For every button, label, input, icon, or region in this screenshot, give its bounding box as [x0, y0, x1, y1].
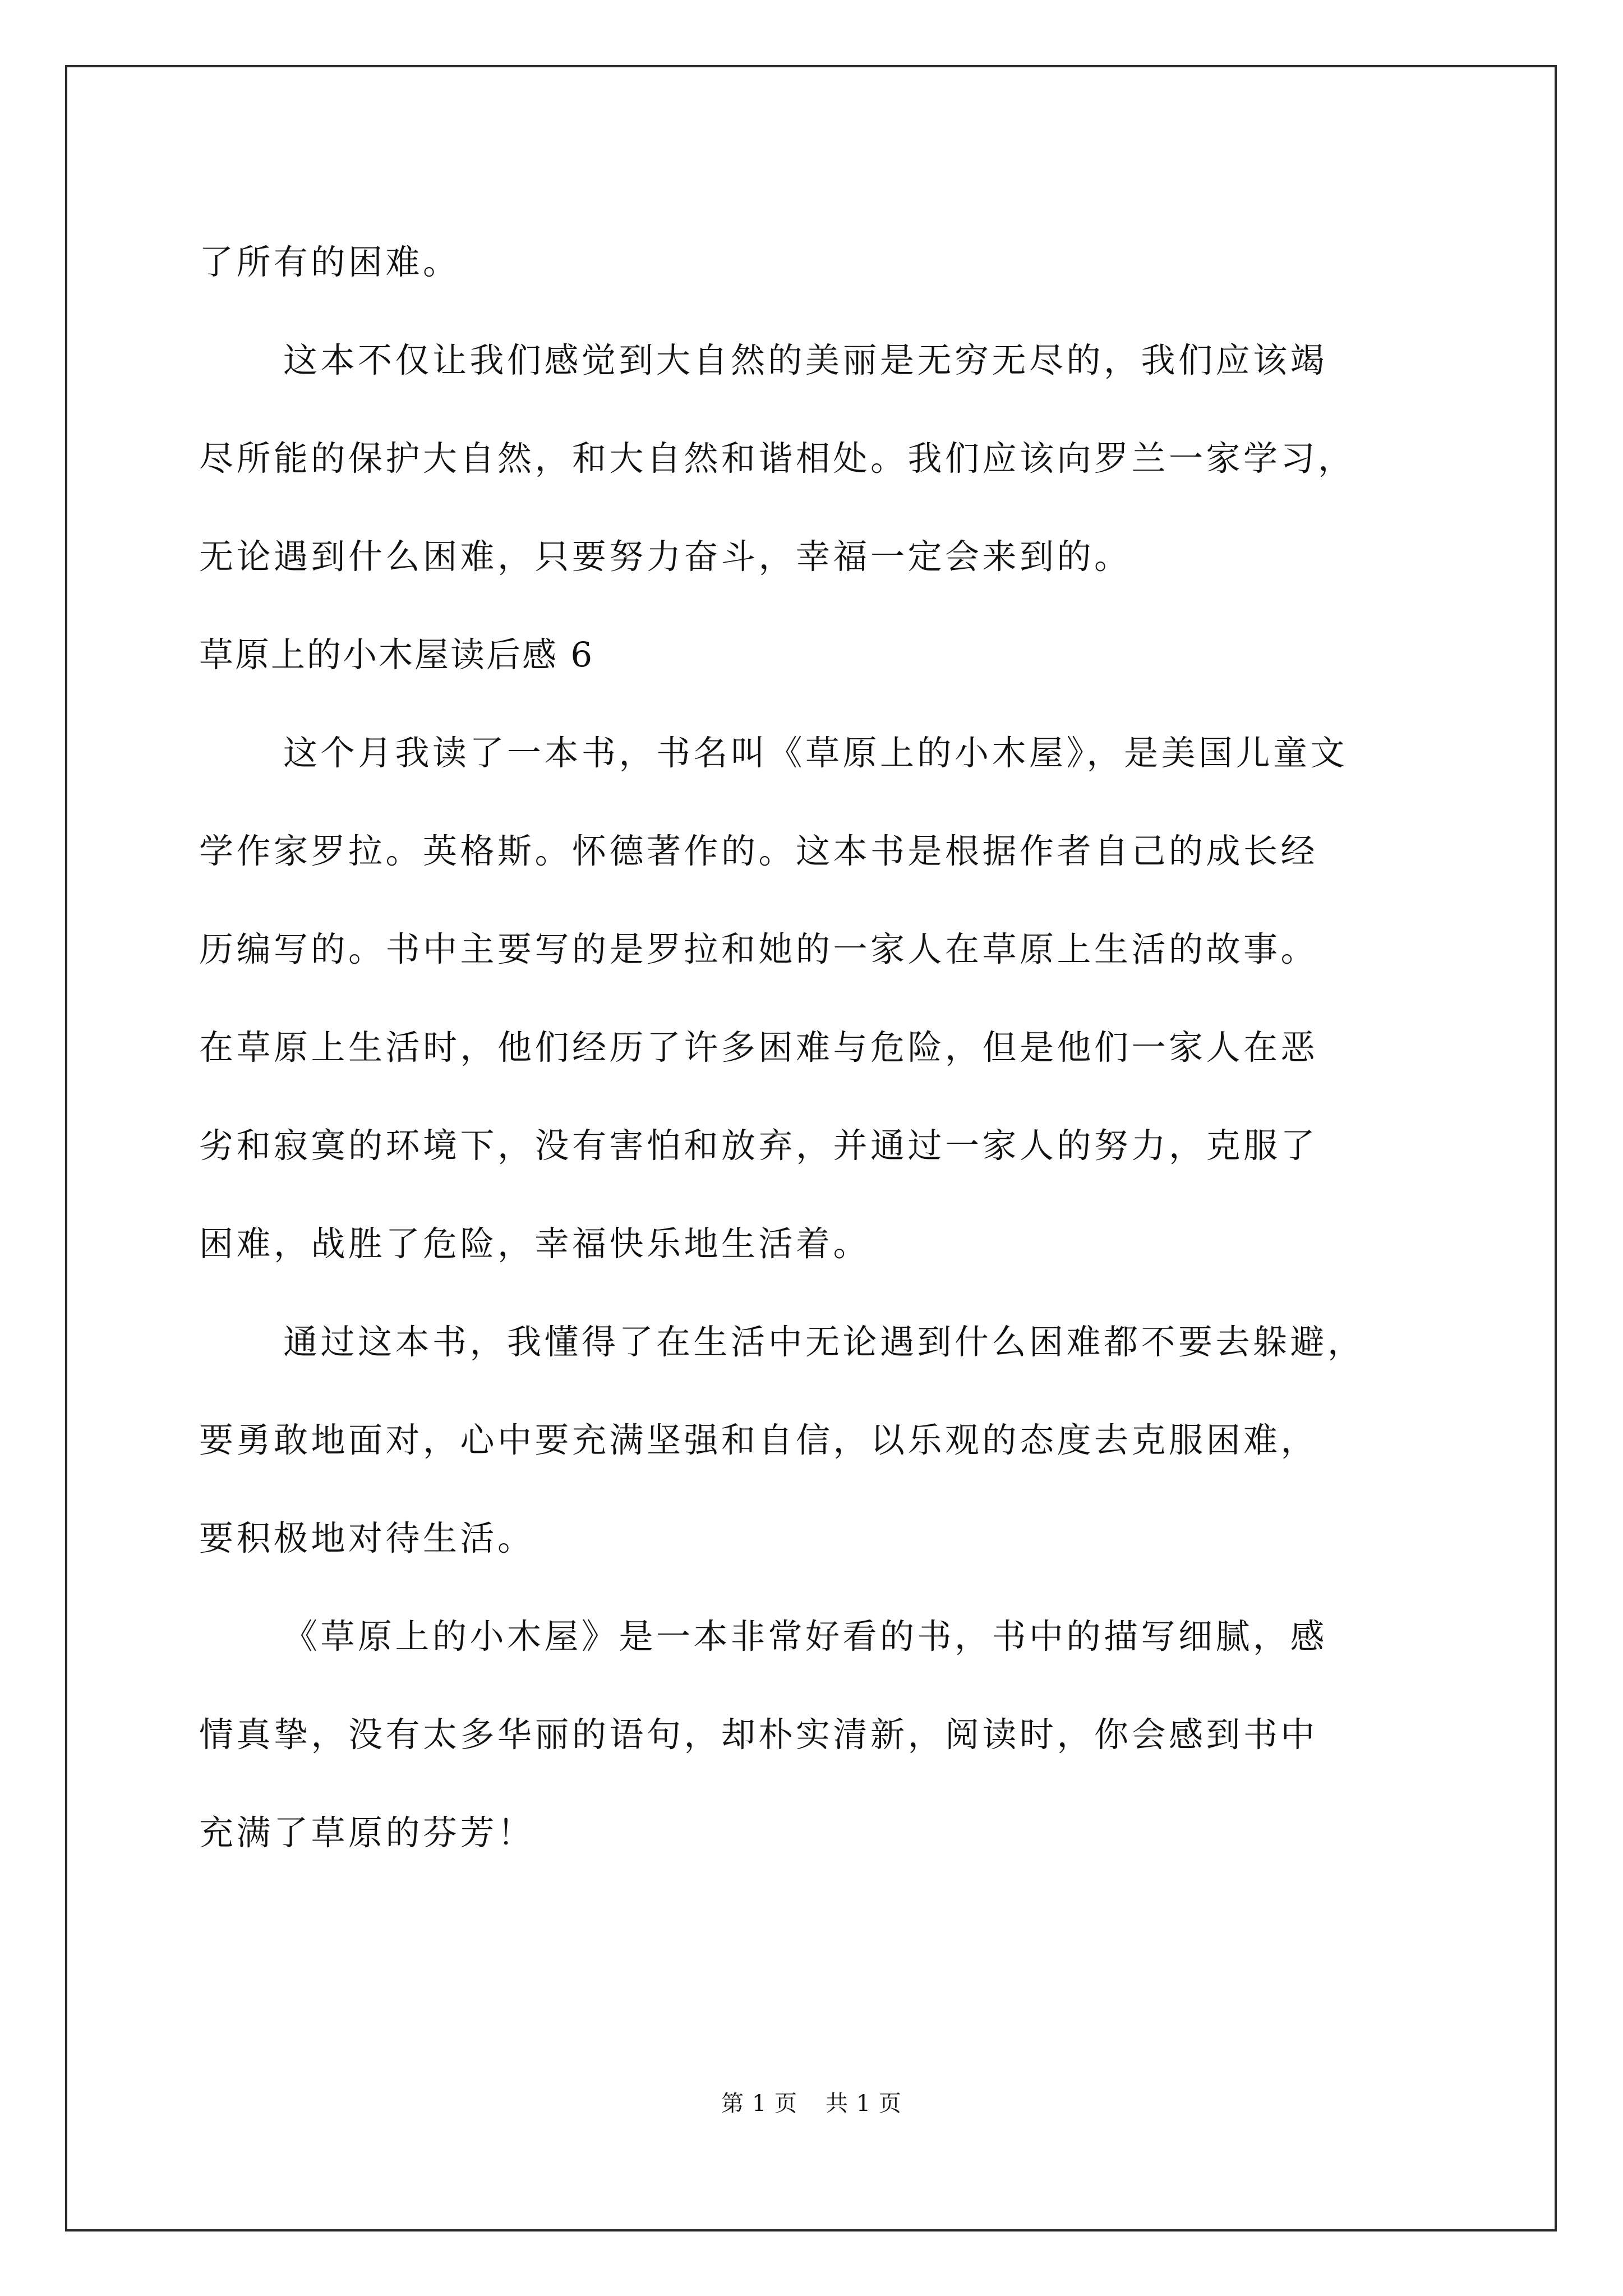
text-line-10: 劣和寂寞的环境下，没有害怕和放弃，并通过一家人的努力，克服了 [199, 1126, 1318, 1166]
text-line-13: 要勇敢地面对，心中要充满坚强和自信，以乐观的态度去克服困难， [199, 1420, 1318, 1460]
text-line-14: 要积极地对待生活。 [199, 1519, 535, 1558]
text-line-2: 这本不仅让我们感觉到大自然的美丽是无穷无尽的，我们应该竭 [283, 341, 1328, 380]
document-body [199, 213, 1422, 1882]
text-line-6: 这个月我读了一本书，书名叫《草原上的小木屋》，是美国儿童文 [283, 733, 1348, 773]
text-line-9: 在草原上生活时，他们经历了许多困难与危险，但是他们一家人在恶 [199, 1028, 1318, 1068]
text-line-15: 《草原上的小木屋》是一本非常好看的书，书中的描写细腻，感 [283, 1617, 1328, 1657]
text-line-17: 充满了草原的芬芳！ [199, 1813, 535, 1853]
page-total: 共 1 页 [826, 2091, 902, 2116]
text-line-3: 尽所能的保护大自然，和大自然和谐相处。我们应该向罗兰一家学习， [199, 439, 1355, 478]
text-line-1: 了所有的困难。 [199, 242, 460, 282]
page-footer [0, 2087, 1623, 2120]
text-line-4: 无论遇到什么困难，只要努力奋斗，幸福一定会来到的。 [199, 537, 1132, 577]
page-number: 第 1 页 [721, 2091, 797, 2116]
text-line-16: 情真挚，没有太多华丽的语句，却朴实清新，阅读时，你会感到书中 [199, 1715, 1318, 1755]
section-heading: 草原上的小木屋读后感 6 [199, 635, 594, 675]
text-line-11: 困难，战胜了危险，幸福快乐地生活着。 [199, 1224, 871, 1264]
text-line-8: 历编写的。书中主要写的是罗拉和她的一家人在草原上生活的故事。 [199, 930, 1318, 969]
text-line-7: 学作家罗拉。英格斯。怀德著作的。这本书是根据作者自己的成长经 [199, 831, 1318, 871]
text-line-12: 通过这本书，我懂得了在生活中无论遇到什么困难都不要去躲避， [283, 1322, 1365, 1362]
